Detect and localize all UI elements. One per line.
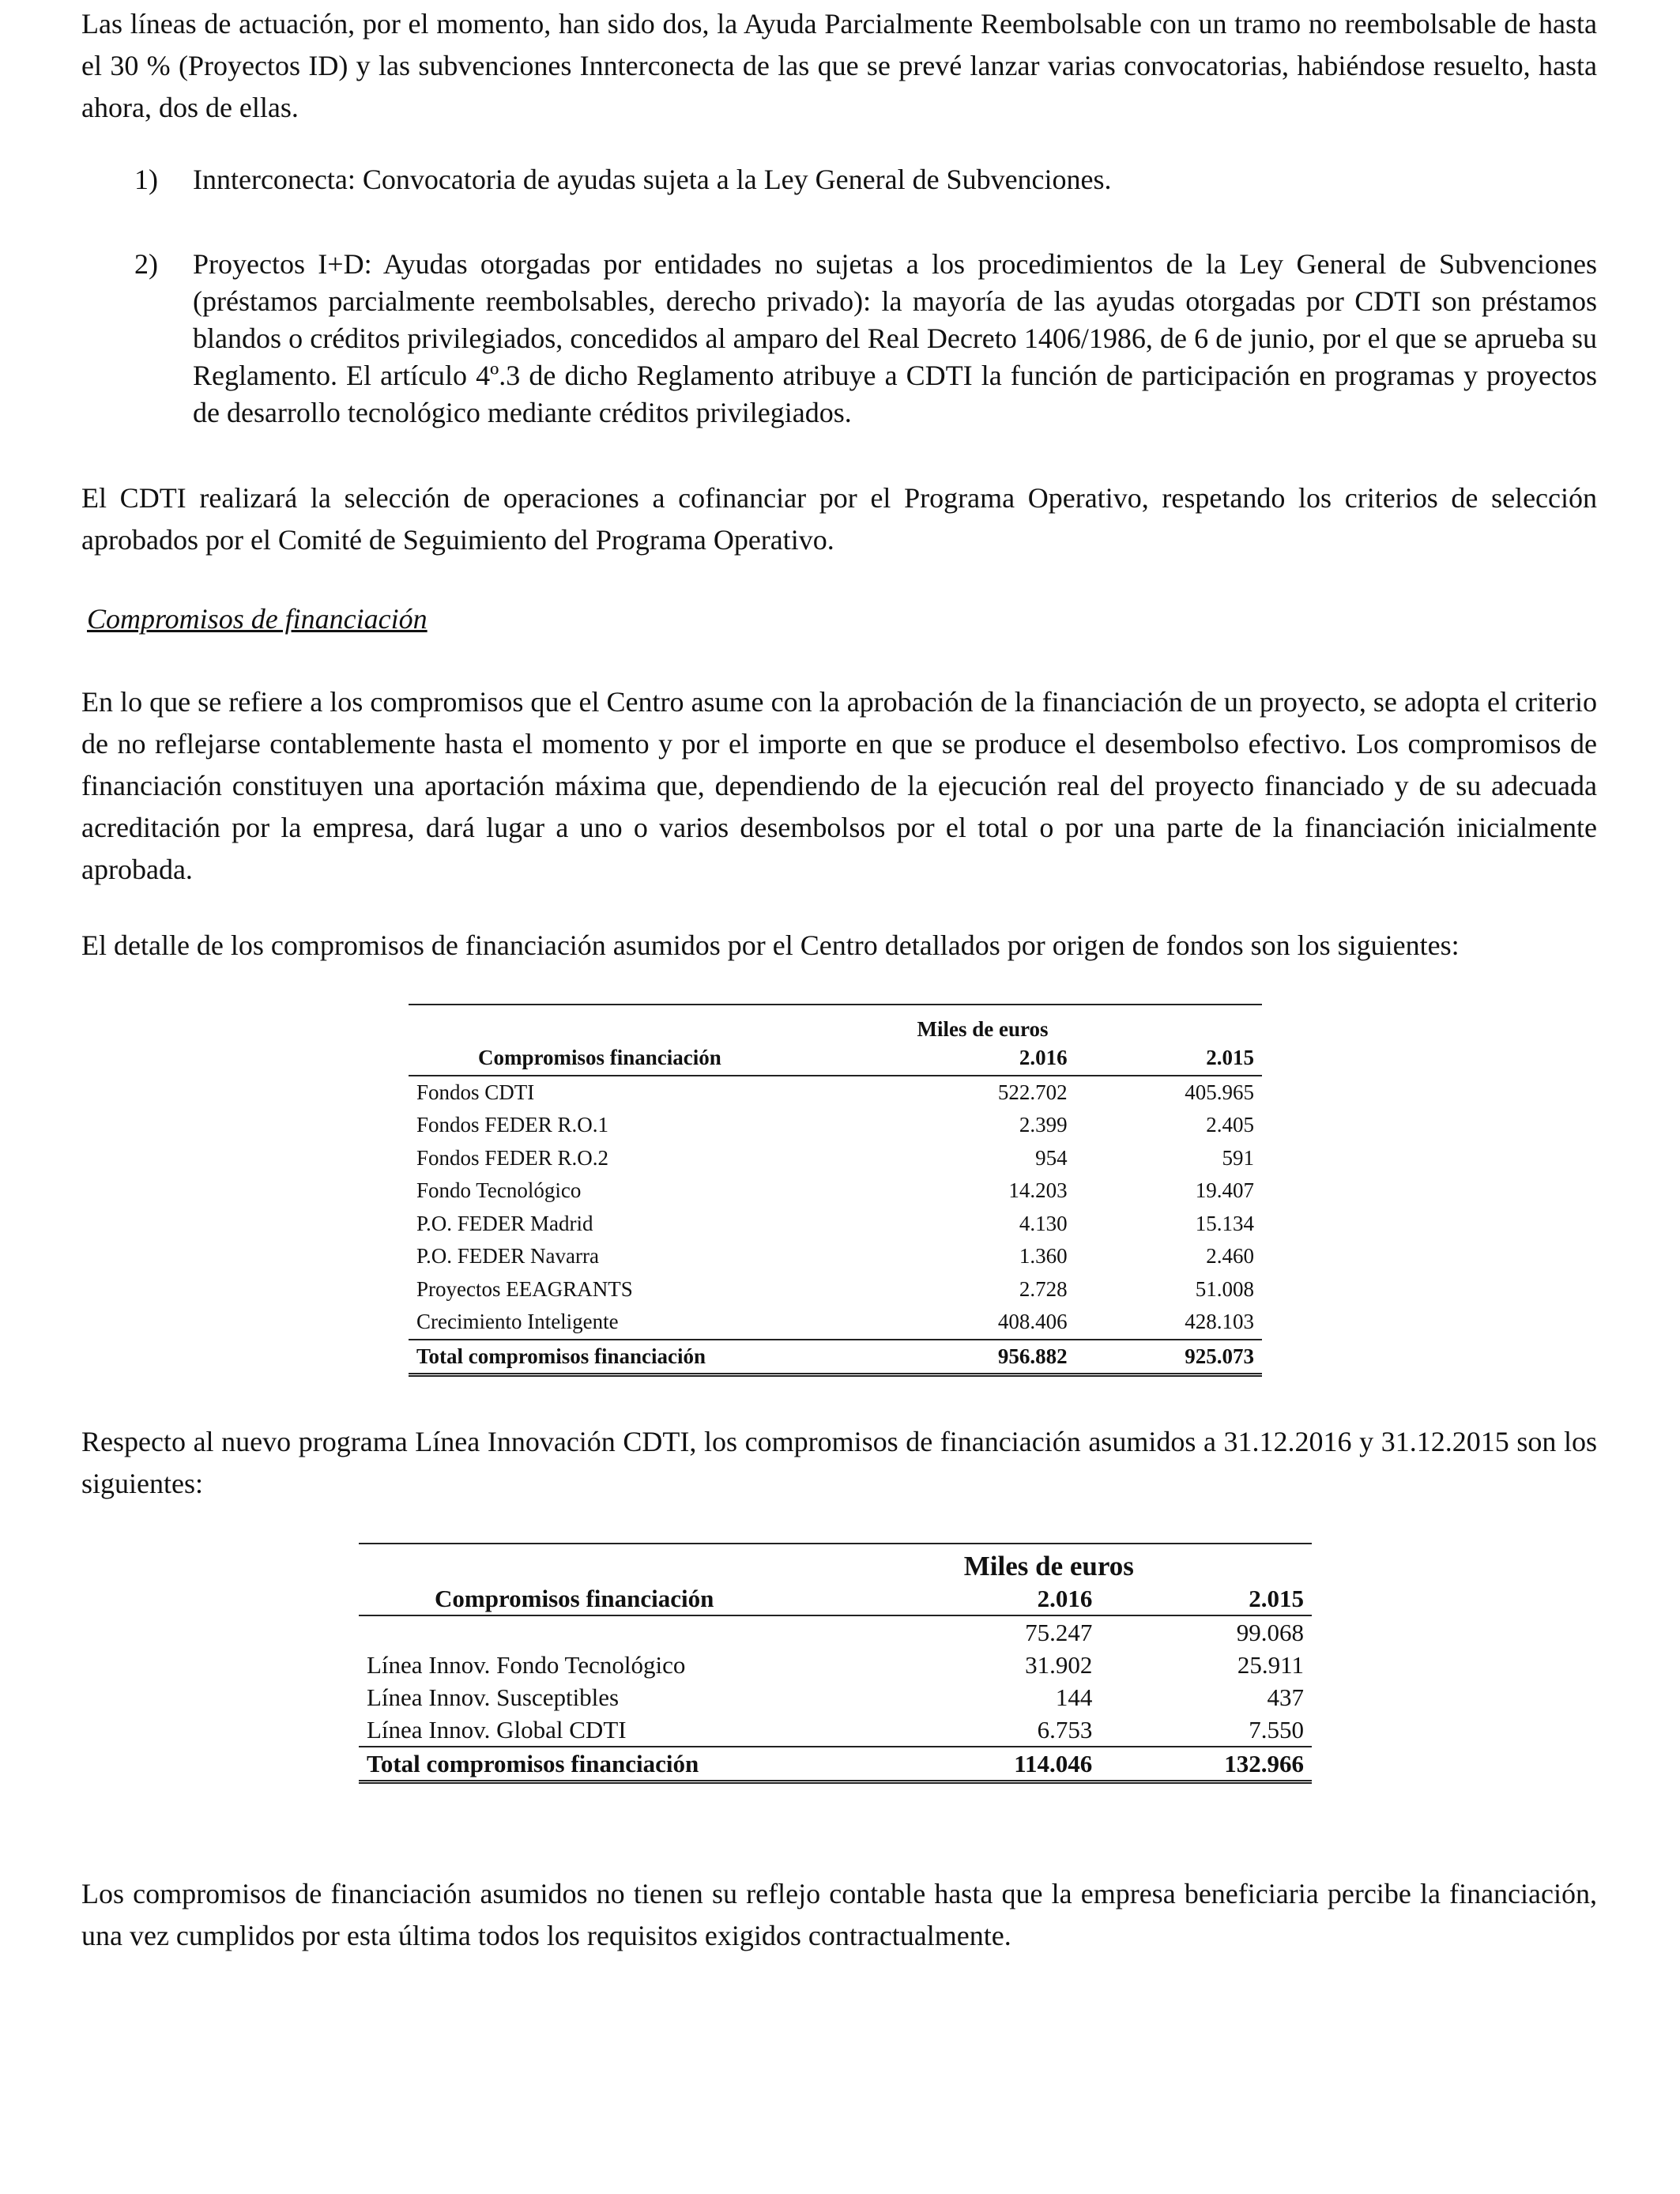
list-item (134, 161, 1597, 198)
table-row: Fondos FEDER R.O.1 2.399 2.405 (416, 1113, 1254, 1137)
list-item (134, 246, 1597, 432)
table-unit-header: Miles de euros (963, 1551, 1134, 1581)
list-item-text: Innterconecta: Convocatoria de ayudas sujeta a la Ley General de Subvenciones. (193, 164, 1112, 195)
table-col-header-2016: 2.016 (917, 1042, 1075, 1076)
closing-paragraph: Los compromisos de financiación asumidos no tienen su reflejo contable hasta que la empresa beneficiaria percibe la financiación, una vez cumplidos por esta última todos los requisitos exigidos contractualmente. (81, 1878, 1597, 1951)
table-unit-header: Miles de euros (917, 1017, 1049, 1041)
detail-paragraph: El detalle de los compromisos de financiación asumidos por el Centro detallados por origen de fondos son los siguientes: (81, 929, 1460, 961)
list-item-number: 1) (134, 164, 158, 195)
table-row: Fondo Tecnológico 14.203 19.407 (416, 1178, 1254, 1203)
table-row: Crecimiento Inteligente 408.406 428.103 (416, 1310, 1254, 1334)
table-row: Proyectos EEAGRANTS 2.728 51.008 (416, 1276, 1254, 1301)
commitments-paragraph: En lo que se refiere a los compromisos que el Centro asume con la aprobación de la financiación de un proyecto, se adopta el criterio de no reflejarse contablemente hasta el momento y por el importe en que se produce el desembolso efectivo. Los compromisos de financiación constituyen una aportación máxima que, dependiendo de la ejecución real del proyecto financiado y de su adecuada acreditación por la empresa, dará lugar a uno o varios desembolsos por el total o por una parte de la financiación inicialmente aprobada. (81, 686, 1597, 885)
table-row: Fondos FEDER R.O.2 954 591 (416, 1145, 1254, 1170)
table-total-row: Total compromisos financiación 956.882 925.073 (409, 1340, 1262, 1375)
section-heading: Compromisos de financiación (87, 603, 428, 635)
funding-commitments-table (409, 1002, 1262, 1377)
table-row: Línea Innov. Fondo Tecnológico 31.902 25.911 (367, 1650, 1304, 1679)
table-row: P.O. FEDER Navarra 1.360 2.460 (416, 1244, 1254, 1269)
table-row: Fondos CDTI 522.702 405.965 (416, 1080, 1254, 1104)
innovation-commitments-table (359, 1541, 1312, 1784)
table-col-header-2015: 2.015 (1100, 1582, 1312, 1615)
table-total-row: Total compromisos financiación 114.046 132.966 (359, 1747, 1312, 1782)
table-col-header-label: Compromisos financiación (409, 1042, 917, 1076)
selection-paragraph: El CDTI realizará la selección de operaciones a cofinanciar por el Programa Operativo, respetando los criterios de selección aprobados por el Comité de Seguimiento del Programa Operativo. (81, 482, 1597, 556)
table-row: P.O. FEDER Madrid 4.130 15.134 (416, 1211, 1254, 1235)
intro-paragraph: Las líneas de actuación, por el momento, han sido dos, la Ayuda Parcialmente Reembolsable con un tramo no reembolsable de hasta el 30 % (Proyectos ID) y las subvenciones Innterconecta de las que se prevé lanzar varias convocatorias, habiéndose resuelto, hasta ahora, dos de ellas. (81, 8, 1597, 123)
table-row: Línea Innov. Susceptibles 144 437 (367, 1683, 1304, 1711)
table-col-header-2015: 2.015 (1075, 1042, 1262, 1076)
table-col-header-label: Compromisos financiación (359, 1582, 964, 1615)
list-item-text: Proyectos I+D: Ayudas otorgadas por entidades no sujetas a los procedimientos de la Ley General de Subvenciones (préstamos parcialmente reembolsables, derecho privado): la mayoría de las ayudas otorgadas por CDTI son préstamos blandos o créditos privilegiados, concedidos al amparo del Real Decreto 1406/1986, de 6 de junio, por el que se aprueba su Reglamento. El artículo 4º.3 de dicho Reglamento atribuye a CDTI la función de participación en programas y proyectos de desarrollo tecnológico mediante créditos privilegiados. (193, 248, 1597, 428)
table-col-header-2016: 2.016 (964, 1582, 1101, 1615)
innovation-paragraph: Respecto al nuevo programa Línea Innovación CDTI, los compromisos de financiación asumidos a 31.12.2016 y 31.12.2015 son los siguientes: (81, 1426, 1597, 1499)
list-item-number: 2) (134, 248, 158, 280)
table-row: Línea Innov. Global CDTI 6.753 7.550 (367, 1715, 1304, 1744)
table-row: 75.247 99.068 (1025, 1618, 1304, 1646)
